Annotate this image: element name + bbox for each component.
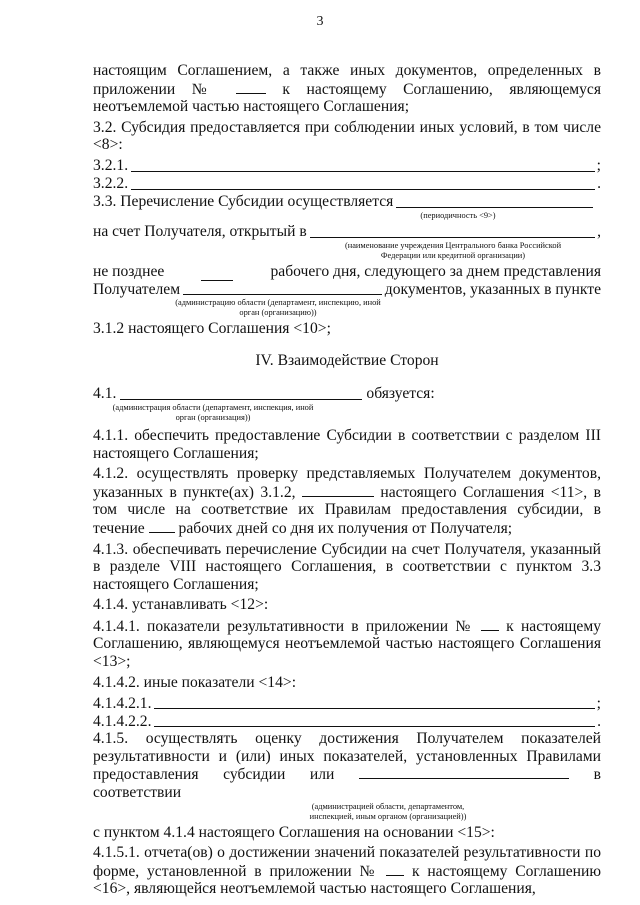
line-account: на счет Получателя, открытый в , bbox=[93, 223, 601, 241]
blank-admin-1[interactable] bbox=[183, 281, 382, 295]
blank-bank[interactable] bbox=[310, 223, 595, 238]
note-admin-2: (администрация области (департамент, инспекция, иной орган (организация)) bbox=[112, 402, 314, 422]
section-title: IV. Взаимодействие Сторон bbox=[255, 351, 439, 369]
blank-admin-3[interactable] bbox=[359, 765, 569, 779]
blank-appendix-number-2[interactable] bbox=[481, 617, 499, 631]
note-admin-1: (администрацию области (департамент, инспекцию, иной орган (организацию)) bbox=[175, 298, 381, 318]
paragraph-3-1-2: 3.1.2 настоящего Соглашения <10>; bbox=[93, 320, 331, 338]
note-periodicity: (периодичность <9>) bbox=[420, 210, 496, 220]
paragraph-3-2: 3.2. Субсидия предоставляется при соблюдении иных условий, в том числе <8>: bbox=[93, 118, 601, 154]
paragraph-4-1-3: 4.1.3. обеспечивать перечисление Субсидии на счет Получателя, указанный в разделе VIII настоящего Соглашения, в соответствии с пунктом 3.3 настоящего Соглашения; bbox=[93, 540, 601, 593]
blank-points[interactable] bbox=[302, 483, 374, 497]
blank-admin-2[interactable] bbox=[120, 386, 362, 400]
line-3-3: 3.3. Перечисление Субсидии осуществляется bbox=[93, 193, 601, 211]
paragraph-4-1-4-1: 4.1.4.1. показатели результативности в приложении № к настоящему Соглашению, являющемуся неотъемлемой частью настоящего Соглашения <13>; bbox=[93, 617, 602, 671]
paragraph-4-1-5: 4.1.5. осуществлять оценку достижения Получателем показателей результативности и (или) иных показателей, установленных Правилами предоставления субсидии или в соответствии bbox=[93, 730, 602, 802]
blank-days[interactable] bbox=[201, 267, 233, 281]
paragraph-4-1-2: 4.1.2. осуществлять проверку представляемых Получателем документов, указанных в пункте(ах) 3.1.2, настоящего Соглашения <11>, в том числе на соответствие их Правилам предоставления субсидии, в течение рабочих дней со дня их получения от Получателя; bbox=[93, 465, 601, 537]
paragraph-4-1-4-2: 4.1.4.2. иные показатели <14>: bbox=[93, 673, 297, 691]
blank-working-days[interactable] bbox=[149, 519, 175, 533]
line-deadline: не позднее рабочего дня, следующего за днем представления bbox=[93, 262, 601, 280]
note-admin-3: (администрацией области, департаментом, инспекцией, иным органом (организацией)) bbox=[309, 801, 467, 821]
blank-3-2-2[interactable] bbox=[131, 175, 595, 190]
note-bank: (наименование учреждения Центрального банка Российской Федерации или кредитной организации) bbox=[344, 240, 562, 260]
paragraph-intro: настоящим Соглашением, а также иных документов, определенных в приложении № к настоящему Соглашению, являющемуся неотъемлемой частью настоящего Соглашения; bbox=[93, 62, 602, 116]
line-4-1: 4.1. обязуется: bbox=[93, 385, 435, 403]
paragraph-4-1-4: 4.1.4. устанавливать <12>: bbox=[93, 596, 269, 614]
line-recipient: Получателем документов, указанных в пункте bbox=[93, 280, 601, 298]
paragraph-4-1-5-1: 4.1.5.1. отчета(ов) о достижении значений показателей результативности по форме, установленной в приложении № к настоящему Соглашению <16>, являющейся неотъемлемой частью настоящего Соглашения, bbox=[93, 844, 601, 898]
blank-periodicity[interactable] bbox=[396, 193, 593, 208]
document-body bbox=[93, 62, 601, 901]
paragraph-4-1-1: 4.1.1. обеспечить предоставление Субсидии в соответствии с разделом III настоящего Соглашения; bbox=[93, 426, 601, 462]
line-3-2-1: 3.2.1. ; bbox=[93, 157, 601, 175]
page-number: 3 bbox=[316, 14, 324, 29]
line-4-1-4-2-1: 4.1.4.2.1. ; bbox=[93, 694, 601, 712]
blank-4-1-4-2-1[interactable] bbox=[154, 694, 594, 709]
blank-appendix-number[interactable] bbox=[236, 80, 266, 94]
blank-3-2-1[interactable] bbox=[131, 157, 595, 172]
blank-4-1-4-2-2[interactable] bbox=[154, 712, 595, 727]
paragraph-4-1-5-basis: с пунктом 4.1.4 настоящего Соглашения на основании <15>: bbox=[93, 823, 495, 841]
blank-appendix-number-3[interactable] bbox=[386, 862, 404, 876]
line-4-1-4-2-2: 4.1.4.2.2. . bbox=[93, 712, 601, 730]
line-3-2-2: 3.2.2. . bbox=[93, 175, 601, 193]
